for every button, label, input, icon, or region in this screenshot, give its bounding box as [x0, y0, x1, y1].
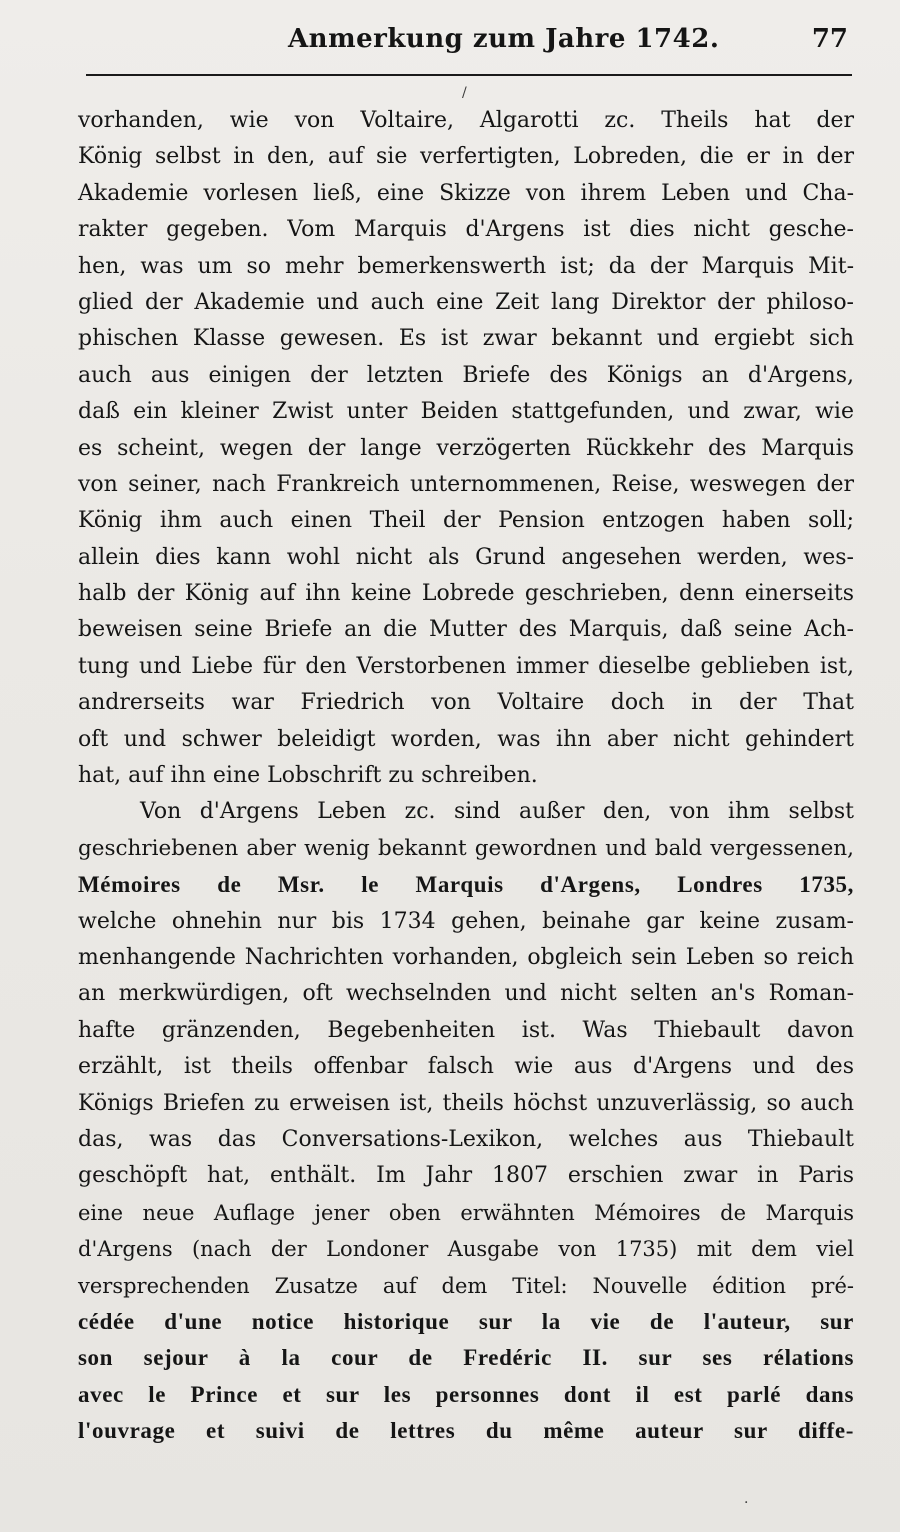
text-line: Königs Briefen zu erweisen ist, theils höchst unzuverlässig, so auch	[78, 1090, 854, 1116]
text-line: eine neue Auflage jener oben erwähnten Mémoires de Marquis	[78, 1200, 854, 1225]
text-line: oft und schwer beleidigt worden, was ihn aber nicht gehindert	[78, 726, 854, 752]
text-line: auch aus einigen der letzten Briefe des Königs an d'Argens,	[78, 362, 854, 388]
text-line: hafte gränzenden, Begebenheiten ist. Was Thiebault davon	[78, 1017, 854, 1043]
text-line: es scheint, wegen der lange verzögerten Rückkehr des Marquis	[78, 435, 854, 461]
text-line: König selbst in den, auf sie verfertigten, Lobreden, die er in der	[78, 144, 854, 170]
text-line: phischen Klasse gewesen. Es ist zwar bekannt und ergiebt sich	[78, 326, 854, 352]
paragraph-end-line: hat, auf ihn eine Lobschrift zu schreiben.	[78, 763, 538, 789]
text-line: von seiner, nach Frankreich unternommenen, Reise, weswegen der	[78, 471, 854, 497]
latin-title-line: son sejour à la cour de Fredéric II. sur ses rélations	[78, 1345, 854, 1371]
print-speck: /	[462, 85, 467, 101]
text-line: erzählt, ist theils offenbar falsch wie aus d'Argens und des	[78, 1054, 854, 1080]
text-line: halb der König auf ihn keine Lobrede geschrieben, denn einerseits	[78, 581, 854, 607]
paragraph-start-line: Von d'Argens Leben zc. sind außer den, von ihm selbst	[140, 799, 854, 825]
text-line: hen, was um so mehr bemerkenswerth ist; da der Marquis Mit-	[78, 253, 854, 279]
running-head: Anmerkung zum Jahre 1742.	[288, 24, 720, 54]
latin-title-line: l'ouvrage et suivi de lettres du même auteur sur diffe-	[78, 1418, 854, 1444]
text-line: d'Argens (nach der Londoner Ausgabe von 1735) mit dem viel	[78, 1237, 854, 1262]
text-line: das, was das Conversations-Lexikon, welches aus Thiebault	[78, 1126, 854, 1152]
latin-title-line: Mémoires de Msr. le Marquis d'Argens, Londres 1735,	[78, 872, 854, 898]
text-line: vorhanden, wie von Voltaire, Algarotti zc. Theils hat der	[78, 108, 854, 133]
page-number: 77	[811, 24, 848, 54]
latin-title-line: cédée d'une notice historique sur la vie de l'auteur, sur	[78, 1308, 854, 1334]
text-line: beweisen seine Briefe an die Mutter des Marquis, daß seine Ach-	[78, 617, 854, 643]
header-rule	[86, 74, 852, 76]
text-line: andrerseits war Friedrich von Voltaire doch in der That	[78, 690, 854, 716]
text-line: tung und Liebe für den Verstorbenen immer dieselbe geblieben ist,	[78, 653, 854, 679]
text-line: geschöpft hat, enthält. Im Jahr 1807 erschien zwar in Paris	[78, 1163, 854, 1189]
print-speck: ·	[744, 1495, 749, 1511]
text-line: geschriebenen aber wenig bekannt gewordnen und bald vergessenen,	[78, 835, 854, 861]
text-line: welche ohnehin nur bis 1734 gehen, beinahe gar keine zusam-	[78, 908, 854, 934]
text-line: an merkwürdigen, oft wechselnden und nicht selten an's Roman-	[78, 981, 854, 1007]
text-line: versprechenden Zusatze auf dem Titel: Nouvelle édition pré-	[78, 1273, 854, 1298]
page-header	[86, 22, 850, 62]
text-line: Akademie vorlesen ließ, eine Skizze von ihrem Leben und Cha-	[78, 180, 854, 206]
text-line: rakter gegeben. Vom Marquis d'Argens ist dies nicht gesche-	[78, 217, 854, 243]
latin-title-line: avec le Prince et sur les personnes dont il est parlé dans	[78, 1381, 854, 1407]
text-line: glied der Akademie und auch eine Zeit lang Direktor der philoso-	[78, 289, 854, 315]
body-text	[78, 103, 854, 1449]
text-line: daß ein kleiner Zwist unter Beiden stattgefunden, und zwar, wie	[78, 399, 854, 425]
text-line: allein dies kann wohl nicht als Grund angesehen werden, wes-	[78, 544, 854, 570]
text-line: König ihm auch einen Theil der Pension entzogen haben soll;	[78, 508, 854, 534]
text-line: menhangende Nachrichten vorhanden, obgleich sein Leben so reich	[78, 944, 854, 970]
